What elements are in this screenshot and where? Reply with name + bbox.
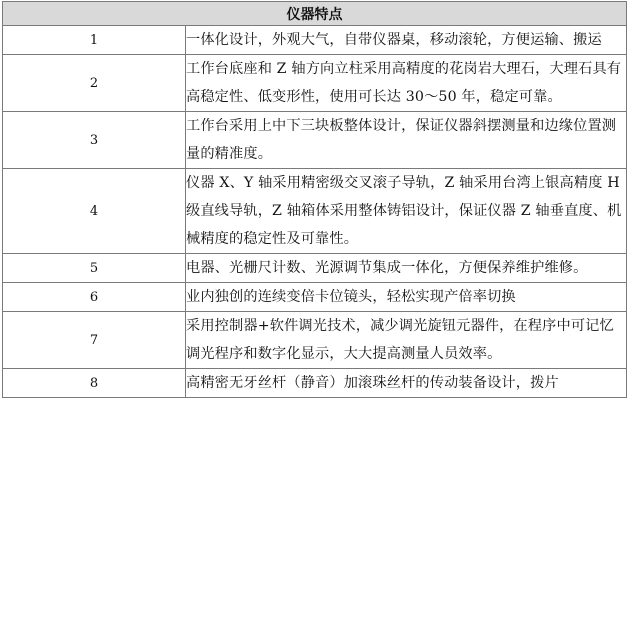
row-description: 仪器 X、Y 轴采用精密级交叉滚子导轨，Z 轴采用台湾上银高精度 H 级直线导轨，Z 轴箱体采用整体铸铝设计，保证仪器 Z 轴垂直度、机械精度的稳定性及可靠性。 <box>186 169 627 254</box>
row-description: 高精密无牙丝杆（静音）加滚珠丝杆的传动装备设计，拨片 <box>186 369 627 398</box>
row-number: 8 <box>3 369 186 398</box>
table-row <box>3 312 627 369</box>
row-number: 4 <box>3 169 186 254</box>
table-title: 仪器特点 <box>3 2 627 26</box>
table-row <box>3 369 627 398</box>
row-number: 6 <box>3 283 186 312</box>
table-row <box>3 283 627 312</box>
row-number: 5 <box>3 254 186 283</box>
row-description: 工作台采用上中下三块板整体设计，保证仪器斜摆测量和边缘位置测量的精准度。 <box>186 112 627 169</box>
row-number: 2 <box>3 55 186 112</box>
features-table <box>2 1 627 398</box>
table-row <box>3 112 627 169</box>
row-description: 业内独创的连续变倍卡位镜头，轻松实现产倍率切换 <box>186 283 627 312</box>
table-row <box>3 55 627 112</box>
table-row <box>3 26 627 55</box>
table-row <box>3 254 627 283</box>
row-description: 一体化设计，外观大气，自带仪器桌，移动滚轮，方便运输、搬运 <box>186 26 627 55</box>
row-number: 1 <box>3 26 186 55</box>
row-description: 电器、光栅尺计数、光源调节集成一体化，方便保养维护维修。 <box>186 254 627 283</box>
row-number: 7 <box>3 312 186 369</box>
row-description: 采用控制器+软件调光技术，减少调光旋钮元器件，在程序中可记忆调光程序和数字化显示，大大提高测量人员效率。 <box>186 312 627 369</box>
row-description: 工作台底座和 Z 轴方向立柱采用高精度的花岗岩大理石，大理石具有高稳定性、低变形性，使用可长达 30～50 年，稳定可靠。 <box>186 55 627 112</box>
table-header-row <box>3 2 627 26</box>
table-row <box>3 169 627 254</box>
row-number: 3 <box>3 112 186 169</box>
